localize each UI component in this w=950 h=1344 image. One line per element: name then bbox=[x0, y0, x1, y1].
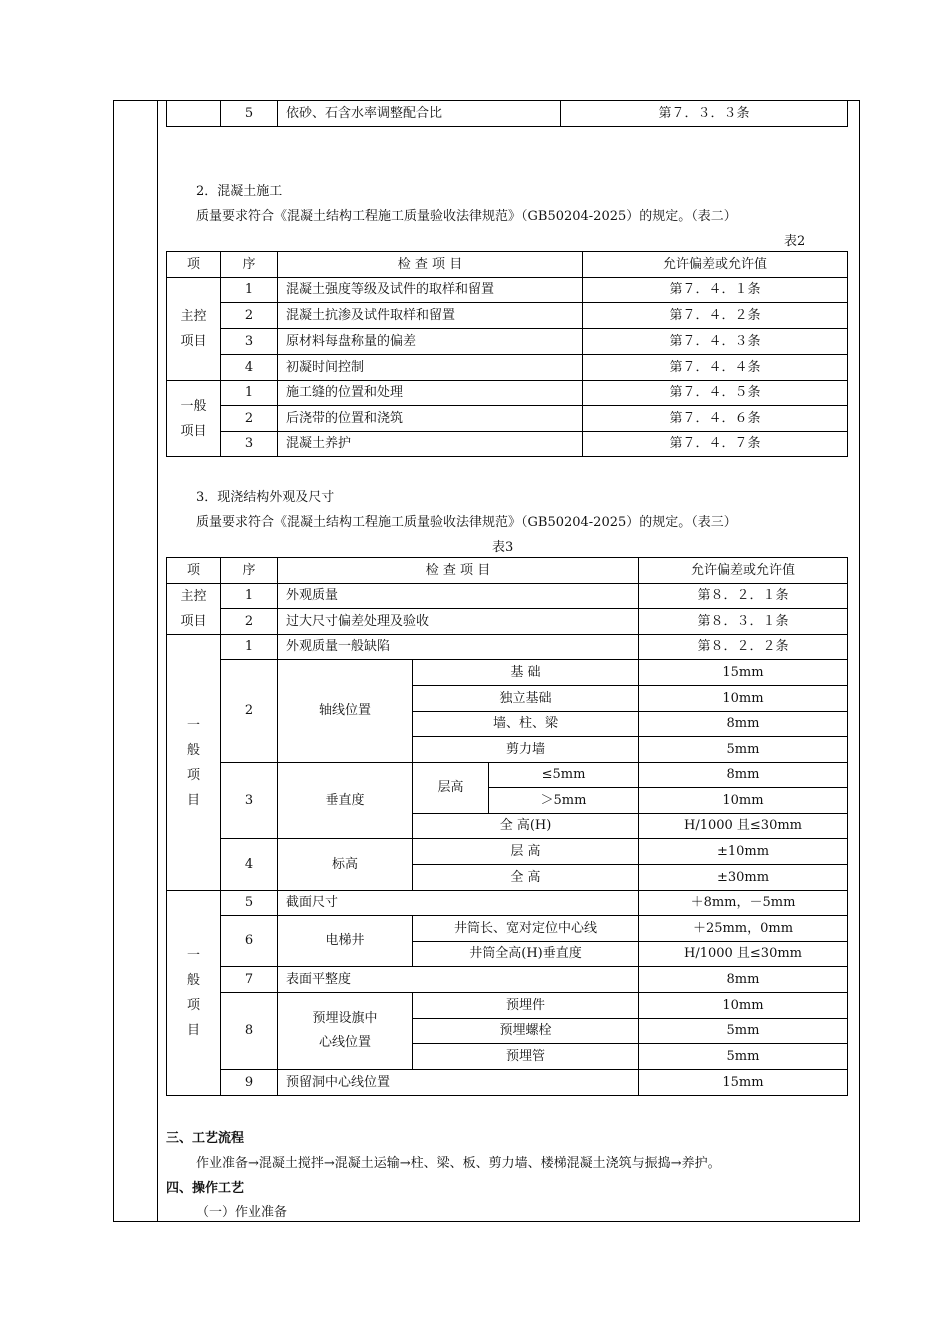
header-cell: 允许偏差或允许值 bbox=[639, 558, 848, 584]
seq-cell: 6 bbox=[221, 916, 278, 967]
value-cell: 10mm bbox=[639, 788, 848, 814]
ref-cell: 第８．３．１条 bbox=[639, 609, 848, 635]
item-cell: 过大尺寸偏差处理及验收 bbox=[278, 609, 639, 635]
item-cell: 截面尺寸 bbox=[278, 891, 639, 916]
table-caption: 表2 bbox=[784, 234, 806, 249]
sub-item-cell: 全 高 bbox=[413, 865, 639, 891]
value-cell: ±10mm bbox=[639, 839, 848, 865]
item-cell: 电梯井 bbox=[278, 916, 413, 967]
sub-item-cell: ≤5mm bbox=[489, 763, 639, 788]
sub-item-cell: 剪力墙 bbox=[413, 737, 639, 763]
sub-item-cell: 预埋件 bbox=[413, 993, 639, 1019]
seq-cell: 4 bbox=[221, 355, 278, 381]
item-cell: 施工缝的位置和处理 bbox=[278, 381, 583, 406]
ref-cell: 第７．４．７条 bbox=[583, 432, 848, 457]
group-main: 主控 项目 bbox=[167, 278, 221, 381]
seq-cell: 1 bbox=[221, 635, 278, 660]
section-heading: 三、工艺流程 bbox=[166, 1131, 245, 1146]
ref-cell: 第７．４．４条 bbox=[583, 355, 848, 381]
value-cell: 8mm bbox=[639, 967, 848, 993]
seq-cell: 4 bbox=[221, 839, 278, 891]
ref-cell: 第７．４．３条 bbox=[583, 329, 848, 355]
value-cell: 10mm bbox=[639, 993, 848, 1019]
ref-cell: 第７．３．３条 bbox=[561, 101, 848, 127]
header-cell: 序 bbox=[221, 252, 278, 278]
header-cell: 检 查 项 目 bbox=[278, 252, 583, 278]
sub-item-cell: 井筒全高(H)垂直度 bbox=[413, 942, 639, 967]
table3 bbox=[166, 557, 848, 1096]
group-general: 一 般 项 目 bbox=[167, 635, 221, 891]
seq-cell: 9 bbox=[221, 1070, 278, 1096]
value-cell: ＋8mm，－5mm bbox=[639, 891, 848, 916]
seq-cell: 2 bbox=[221, 406, 278, 432]
value-cell: ＋25mm，0mm bbox=[639, 916, 848, 942]
table-caption: 表3 bbox=[492, 540, 514, 555]
table2 bbox=[166, 251, 848, 457]
seq-cell: 3 bbox=[221, 432, 278, 457]
item-cell: 原材料每盘称量的偏差 bbox=[278, 329, 583, 355]
item-cell: 混凝土强度等级及试件的取样和留置 bbox=[278, 278, 583, 303]
seq-cell: 3 bbox=[221, 763, 278, 839]
seq-cell: 7 bbox=[221, 967, 278, 993]
item-cell: 后浇带的位置和浇筑 bbox=[278, 406, 583, 432]
value-cell: 5mm bbox=[639, 1019, 848, 1044]
item-cell: 初凝时间控制 bbox=[278, 355, 583, 381]
ref-cell: 第７．４．２条 bbox=[583, 303, 848, 329]
header-cell: 检 查 项 目 bbox=[278, 558, 639, 584]
seq-cell: 1 bbox=[221, 584, 278, 609]
value-cell: 8mm bbox=[639, 712, 848, 737]
sub-item-cell: 预埋螺栓 bbox=[413, 1019, 639, 1044]
ref-cell: 第７．４．５条 bbox=[583, 381, 848, 406]
value-cell: 5mm bbox=[639, 737, 848, 763]
subsection-heading: （一）作业准备 bbox=[196, 1205, 288, 1220]
item-cell: 外观质量 bbox=[278, 584, 639, 609]
seq-cell: 1 bbox=[221, 381, 278, 406]
ref-cell: 第８．２．１条 bbox=[639, 584, 848, 609]
sub-item-cell: 基 础 bbox=[413, 660, 639, 686]
value-cell: ±30mm bbox=[639, 865, 848, 891]
table1-tail bbox=[166, 100, 848, 127]
sub-item-cell: 预埋管 bbox=[413, 1044, 639, 1070]
sub-item-cell: 井筒长、宽对定位中心线 bbox=[413, 916, 639, 942]
sub-item-cell: 独立基础 bbox=[413, 686, 639, 712]
table-cell bbox=[167, 101, 221, 127]
seq-cell: 1 bbox=[221, 278, 278, 303]
ref-cell: 第８．２．２条 bbox=[639, 635, 848, 660]
item-cell: 轴线位置 bbox=[278, 660, 413, 763]
item-cell: 外观质量一般缺陷 bbox=[278, 635, 639, 660]
ref-cell: 第７．４．１条 bbox=[583, 278, 848, 303]
item-cell: 预留洞中心线位置 bbox=[278, 1070, 639, 1096]
ref-cell: 第７．４．６条 bbox=[583, 406, 848, 432]
item-cell: 混凝土养护 bbox=[278, 432, 583, 457]
item-cell: 混凝土抗渗及试件取样和留置 bbox=[278, 303, 583, 329]
group-general: 一般 项目 bbox=[167, 381, 221, 457]
seq-cell: 2 bbox=[221, 660, 278, 763]
seq-cell: 3 bbox=[221, 329, 278, 355]
group-general: 一 般 项 目 bbox=[167, 891, 221, 1096]
value-cell: H/1000 且≤30mm bbox=[639, 942, 848, 967]
left-margin-line bbox=[157, 100, 158, 1222]
value-cell: 10mm bbox=[639, 686, 848, 712]
group-main: 主控 项目 bbox=[167, 584, 221, 635]
sub-item-cell: ＞5mm bbox=[489, 788, 639, 814]
value-cell: 15mm bbox=[639, 660, 848, 686]
value-cell: 8mm bbox=[639, 763, 848, 788]
item-cell: 表面平整度 bbox=[278, 967, 639, 993]
seq-cell: 2 bbox=[221, 303, 278, 329]
seq-cell: 8 bbox=[221, 993, 278, 1070]
header-cell: 序 bbox=[221, 558, 278, 584]
seq-cell: 2 bbox=[221, 609, 278, 635]
seq-cell: 5 bbox=[221, 101, 278, 127]
value-cell: 15mm bbox=[639, 1070, 848, 1096]
header-cell: 允许偏差或允许值 bbox=[583, 252, 848, 278]
process-flow-text: 作业准备→混凝土搅拌→混凝土运输→柱、梁、板、剪力墙、楼梯混凝土浇筑与振捣→养护。 bbox=[196, 1156, 721, 1171]
item-cell: 标高 bbox=[278, 839, 413, 891]
sub-item-cell: 墙、柱、梁 bbox=[413, 712, 639, 737]
item-cell: 垂直度 bbox=[278, 763, 413, 839]
section-desc: 质量要求符合《混凝土结构工程施工质量验收法律规范》（GB50204-2025）的规定。（表二） bbox=[196, 209, 737, 224]
header-cell: 项 bbox=[167, 252, 221, 278]
section-heading: 2．混凝土施工 bbox=[196, 184, 283, 199]
seq-cell: 5 bbox=[221, 891, 278, 916]
section-heading: 四、操作工艺 bbox=[166, 1181, 245, 1196]
header-cell: 项 bbox=[167, 558, 221, 584]
value-cell: H/1000 且≤30mm bbox=[639, 814, 848, 839]
sub-item-cell: 全 高(H) bbox=[413, 814, 639, 839]
item-cell: 预埋设旗中 心线位置 bbox=[278, 993, 413, 1070]
item-cell: 依砂、石含水率调整配合比 bbox=[278, 101, 561, 127]
sub-item-cell: 层高 bbox=[413, 763, 489, 814]
value-cell: 5mm bbox=[639, 1044, 848, 1070]
section-heading: 3．现浇结构外观及尺寸 bbox=[196, 490, 335, 505]
section-desc: 质量要求符合《混凝土结构工程施工质量验收法律规范》（GB50204-2025）的规定。（表三） bbox=[196, 515, 737, 530]
sub-item-cell: 层 高 bbox=[413, 839, 639, 865]
